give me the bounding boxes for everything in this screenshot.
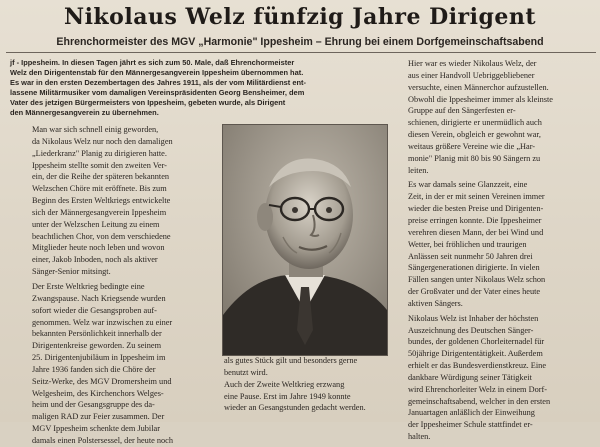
text-line: gemeinschaftsabend, welcher in den ersten (408, 396, 551, 406)
text-line: Mitglieder heute noch leben und wovon (32, 243, 165, 253)
text-line: wird Ehrenchorleiter Welz in einem Dorf- (408, 384, 548, 394)
text-line: monie" Planig mit 80 bis 90 Sängern zu (408, 153, 541, 163)
text-line: einer, Jakob Inboden, noch als aktiver (32, 255, 158, 265)
divider-rule (6, 52, 596, 53)
text-line: unter der Welzschen Leitung zu einem (32, 219, 160, 229)
text-line: Zwangspause. Nach Kriegsende wurden (32, 293, 166, 303)
text-line: dankbare Würdigung seiner Tätigkeit (408, 372, 532, 382)
portrait-image (223, 125, 387, 355)
text-line: schienen, dirigierte er unermüdlich auch (408, 118, 542, 128)
text-line: Ippesheim stellte somit den zweiten Ver- (32, 160, 167, 170)
text-line: Welzschen Chöre mit eröffnete. Bis zum (32, 184, 167, 194)
text-line: bekannten Persönlichkeit innerhalb der (32, 329, 162, 339)
text-line: Hier war es wieder Nikolaus Welz, der (408, 59, 537, 68)
portrait-photo (222, 124, 388, 356)
lead-line: Es war in den ersten Dezembertagen des Jahres 1911, als der vom Militärdienst ent- (10, 77, 306, 87)
text-line: Anlässen seit nunmehr 50 Jahren drei (408, 251, 533, 261)
text-line: ein, der die Reihe der späteren bekannten (32, 172, 170, 182)
text-line: sofort wieder die Gesangsproben auf- (32, 305, 157, 315)
text-line: weitaus größere Vereine wie die „Har- (408, 141, 536, 151)
text-line: 25. Dirigentenjubiläum in Ippesheim im (32, 353, 166, 363)
text-line: versuchte, einen Männerchor aufzustellen. (408, 82, 549, 92)
article-column-middle (224, 355, 388, 414)
text-line: Nikolaus Welz ist Inhaber der höchsten (408, 313, 539, 323)
headline: Nikolaus Welz fünfzig Jahre Dirigent (63, 4, 537, 30)
text-line: halten. (408, 432, 431, 442)
text-line: sich der Männergesangverein Ippesheim (32, 207, 167, 217)
article-column-right (408, 58, 596, 443)
text-line: Wetter, bei fröhlichen und traurigen (408, 239, 527, 249)
text-line: eine Pause. Erst im Jahre 1949 konnte (224, 391, 351, 401)
text-line: heim und der Gesangsgruppe des da- (32, 400, 155, 410)
text-line: wieder an Gesangstunden gedacht werden. (224, 403, 366, 413)
text-line: genommen. Welz war inzwischen zu einer (32, 317, 173, 327)
text-line: Januartagen anläßlich der Einweihung (408, 408, 535, 418)
text-line: erhielt er das Bundesverdienstkreuz. Eine (408, 361, 547, 371)
text-line: der Großvater und der Vater eines heute (408, 287, 541, 297)
text-line: da Nikolaus Welz nur noch den damaligen (32, 136, 173, 146)
text-line: Der Erste Weltkrieg bedingte eine (32, 281, 145, 291)
subheadline: Ehrenchormeister des MGV „Harmonie" Ippesheim – Ehrung bei einem Dorfgemeinschaftsabend (56, 36, 544, 48)
text-line: Beginn des Ersten Weltkriegs entwickelte (32, 196, 171, 206)
text-line: Welgesheim, des Kirchenchors Welges- (32, 388, 164, 398)
lead-line: lassene Militärmusiker vom damaligen Vereinspräsidenten Georg Bensheimer, dem (10, 87, 305, 97)
text-line: Sänger-Senior mitsingt. (32, 267, 111, 277)
text-line: Jahre 1936 fanden sich die Chöre der (32, 364, 156, 374)
text-line: maligen RAD zur Feier zusammen. Der (32, 412, 165, 422)
text-line: als gutes Stück gilt und besonders gerne (224, 356, 358, 365)
text-line: damals einen Polstersessel, der heute noch (32, 435, 174, 445)
text-line: der Ippesheimer Schule stattfindet er- (408, 420, 533, 430)
text-line: wieder die besten Preise und Dirigenten- (408, 204, 544, 214)
text-line: Es war damals seine Glanzzeit, eine (408, 180, 528, 190)
lead-line: Vater des jetzigen Bürgermeisters von Ippesheim, gebeten wurde, als Dirigent (10, 97, 286, 107)
text-line: Auszeichnung des Deutschen Sänger- (408, 325, 534, 335)
text-line: aus einer Handvoll Uebriggebliebener (408, 70, 535, 80)
text-line: benutzt wird. (224, 367, 268, 377)
text-line: beachtlichen Chor, von dem verschiedene (32, 231, 171, 241)
text-line: diesen Verein, obgleich er gewohnt war, (408, 130, 541, 140)
text-line: aktiven Sängers. (408, 298, 463, 308)
text-line: „Liederkranz" Planig zu dirigieren hatte. (32, 148, 167, 158)
text-line: preise erringen konnte. Die Ippesheimer (408, 215, 542, 225)
lead-line: jf - Ippesheim. In diesen Tagen jährt es sich zum 50. Male, daß Ehrenchormeister (10, 58, 295, 67)
text-line: Zeit, in der er mit seinen Vereinen immer (408, 192, 545, 202)
text-line: 50jährige Dirigententätigkeit. Außerdem (408, 349, 543, 359)
text-line: Dirigentenkreise geworden. Zu seinem (32, 341, 162, 351)
lead-line: Welz den Dirigentenstab für den Männergesangverein Ippesheim übernommen hat. (10, 67, 304, 77)
lead-line: den Männergesangverein zu übernehmen. (10, 107, 159, 117)
text-line: verehren diesen Mann, der bei Wind und (408, 227, 544, 237)
text-line: Seitz-Werke, des MGV Dromersheim und (32, 376, 172, 386)
lead-paragraph (10, 58, 395, 117)
text-line: Auch der Zweite Weltkrieg erzwang (224, 379, 345, 389)
text-line: leiten. (408, 165, 429, 175)
text-line: bundes, der goldenen Chorleiternadel für (408, 337, 545, 347)
text-line: Gruppe auf den Sängerfesten er- (408, 106, 516, 116)
text-line: Obwohl die Ippesheimer immer als kleinste (408, 94, 553, 104)
text-line: Man war sich schnell einig geworden, (32, 125, 159, 134)
article-column-left (32, 124, 212, 447)
text-line: Sängergenerationen dirigierte. In vielen (408, 263, 540, 273)
text-line: MGV Ippesheim schenkte dem Jubilar (32, 424, 160, 434)
text-line: Fällen sangen unter Nikolaus Welz schon (408, 275, 546, 285)
